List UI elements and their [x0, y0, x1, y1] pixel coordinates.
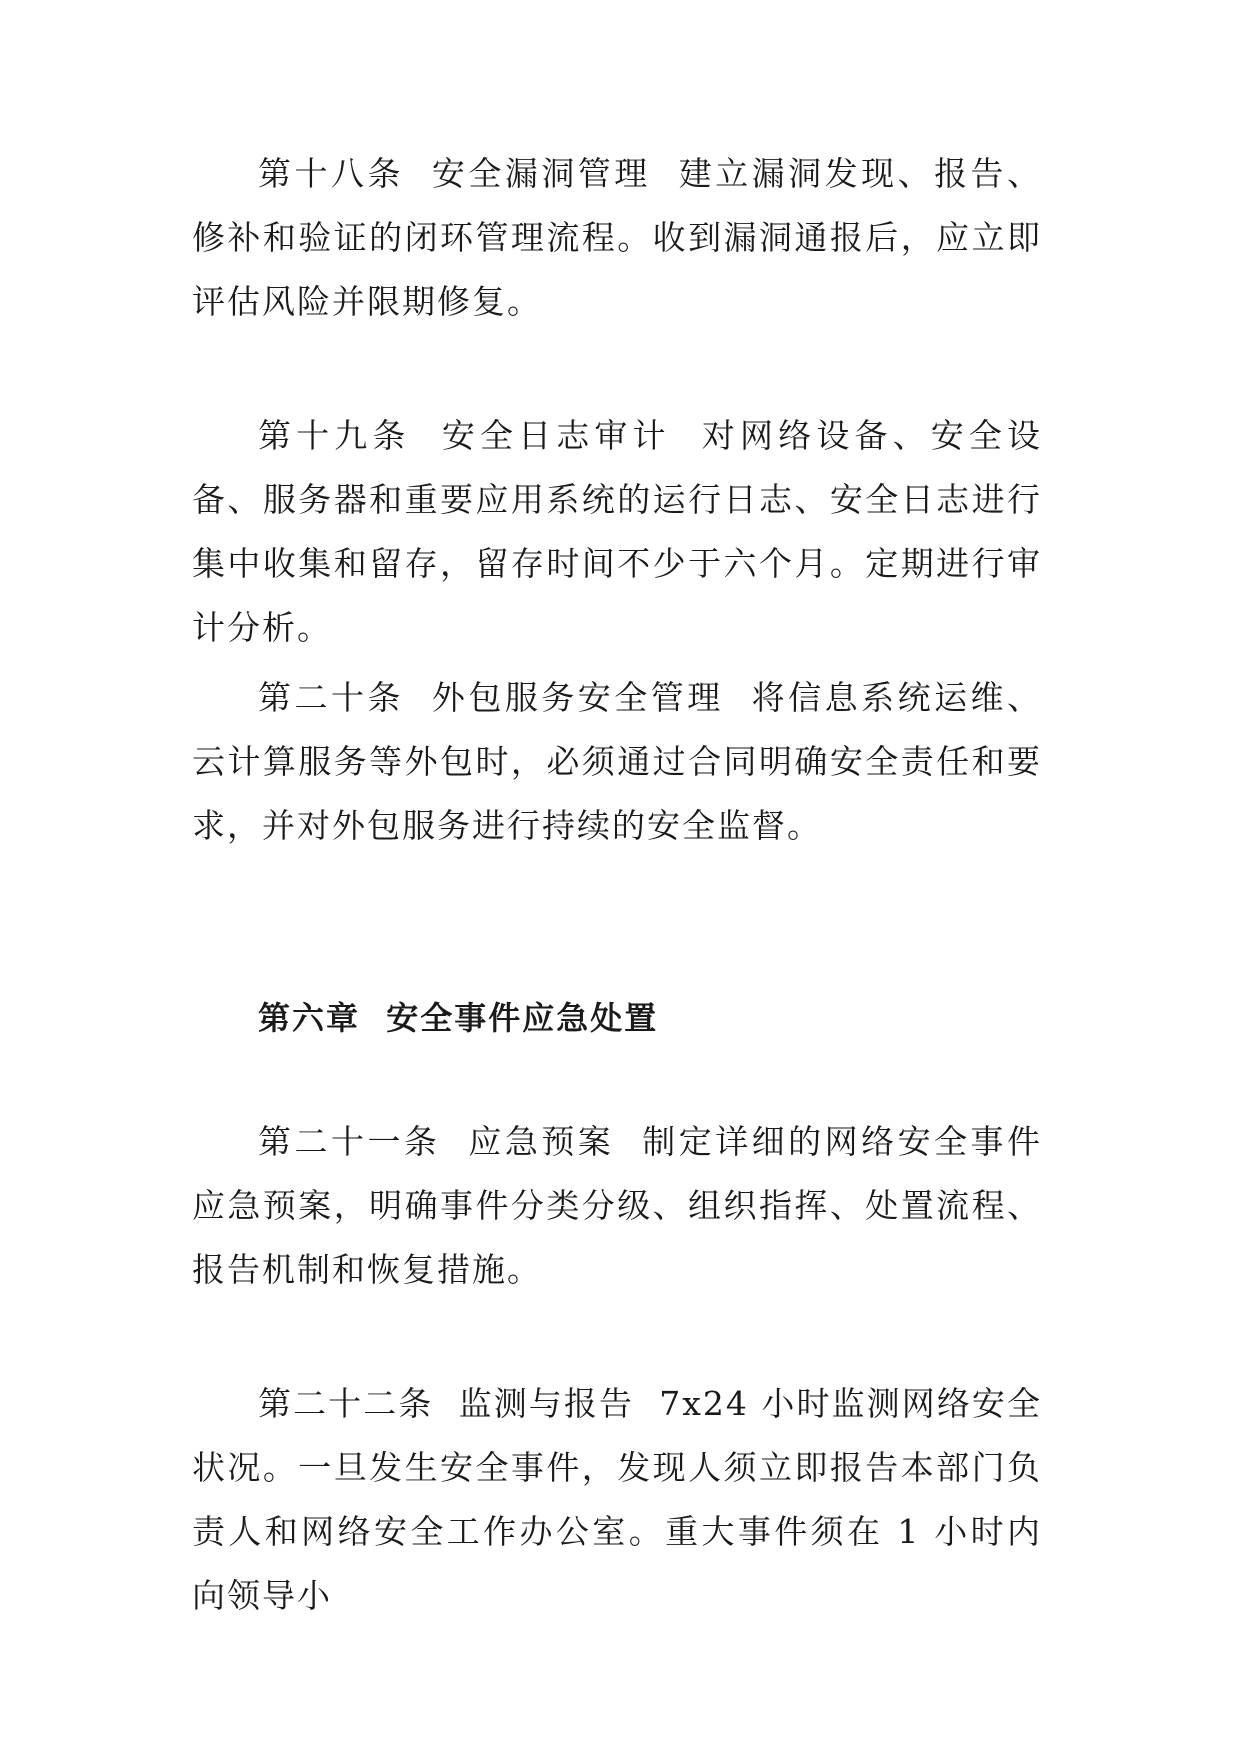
article-22	[192, 1372, 1042, 1628]
article-body: 建立漏洞发现、报告、修补和验证的闭环管理流程。收到漏洞通报后，应立即评估风险并限期修复。	[192, 154, 1043, 321]
chapter-title: 安全事件应急处置	[386, 999, 659, 1037]
article-title: 监测与报告	[458, 1384, 635, 1423]
article-title: 外包服务安全管理	[431, 678, 724, 717]
article-title: 应急预案	[468, 1122, 615, 1161]
article-number: 第二十条	[258, 678, 404, 717]
article-body: 对网络设备、安全设备、服务器和重要应用系统的运行日志、安全日志进行集中收集和留存，留存时间不少于六个月。定期进行审计分析。	[192, 416, 1043, 647]
article-20	[192, 666, 1042, 858]
article-number: 第十八条	[258, 154, 404, 193]
chapter-heading	[258, 994, 658, 1042]
article-18	[192, 142, 1042, 334]
article-body: 7x24 小时监测网络安全状况。一旦发生安全事件，发现人须立即报告本部门负责人和网络安全工作办公室。重大事件须在 1 小时内向领导小	[192, 1384, 1043, 1615]
article-21	[192, 1110, 1042, 1302]
article-number: 第十九条	[258, 416, 411, 455]
article-body: 制定详细的网络安全事件应急预案，明确事件分类分级、组织指挥、处置流程、报告机制和恢复措施。	[192, 1122, 1043, 1289]
article-19	[192, 404, 1042, 660]
article-title: 安全漏洞管理	[431, 154, 651, 193]
article-number: 第二十二条	[258, 1384, 434, 1423]
article-number: 第二十一条	[258, 1122, 441, 1161]
article-body: 将信息系统运维、云计算服务等外包时，必须通过合同明确安全责任和要求，并对外包服务进行持续的安全监督。	[192, 678, 1043, 845]
chapter-number: 第六章	[258, 999, 361, 1037]
article-title: 安全日志审计	[441, 416, 671, 455]
